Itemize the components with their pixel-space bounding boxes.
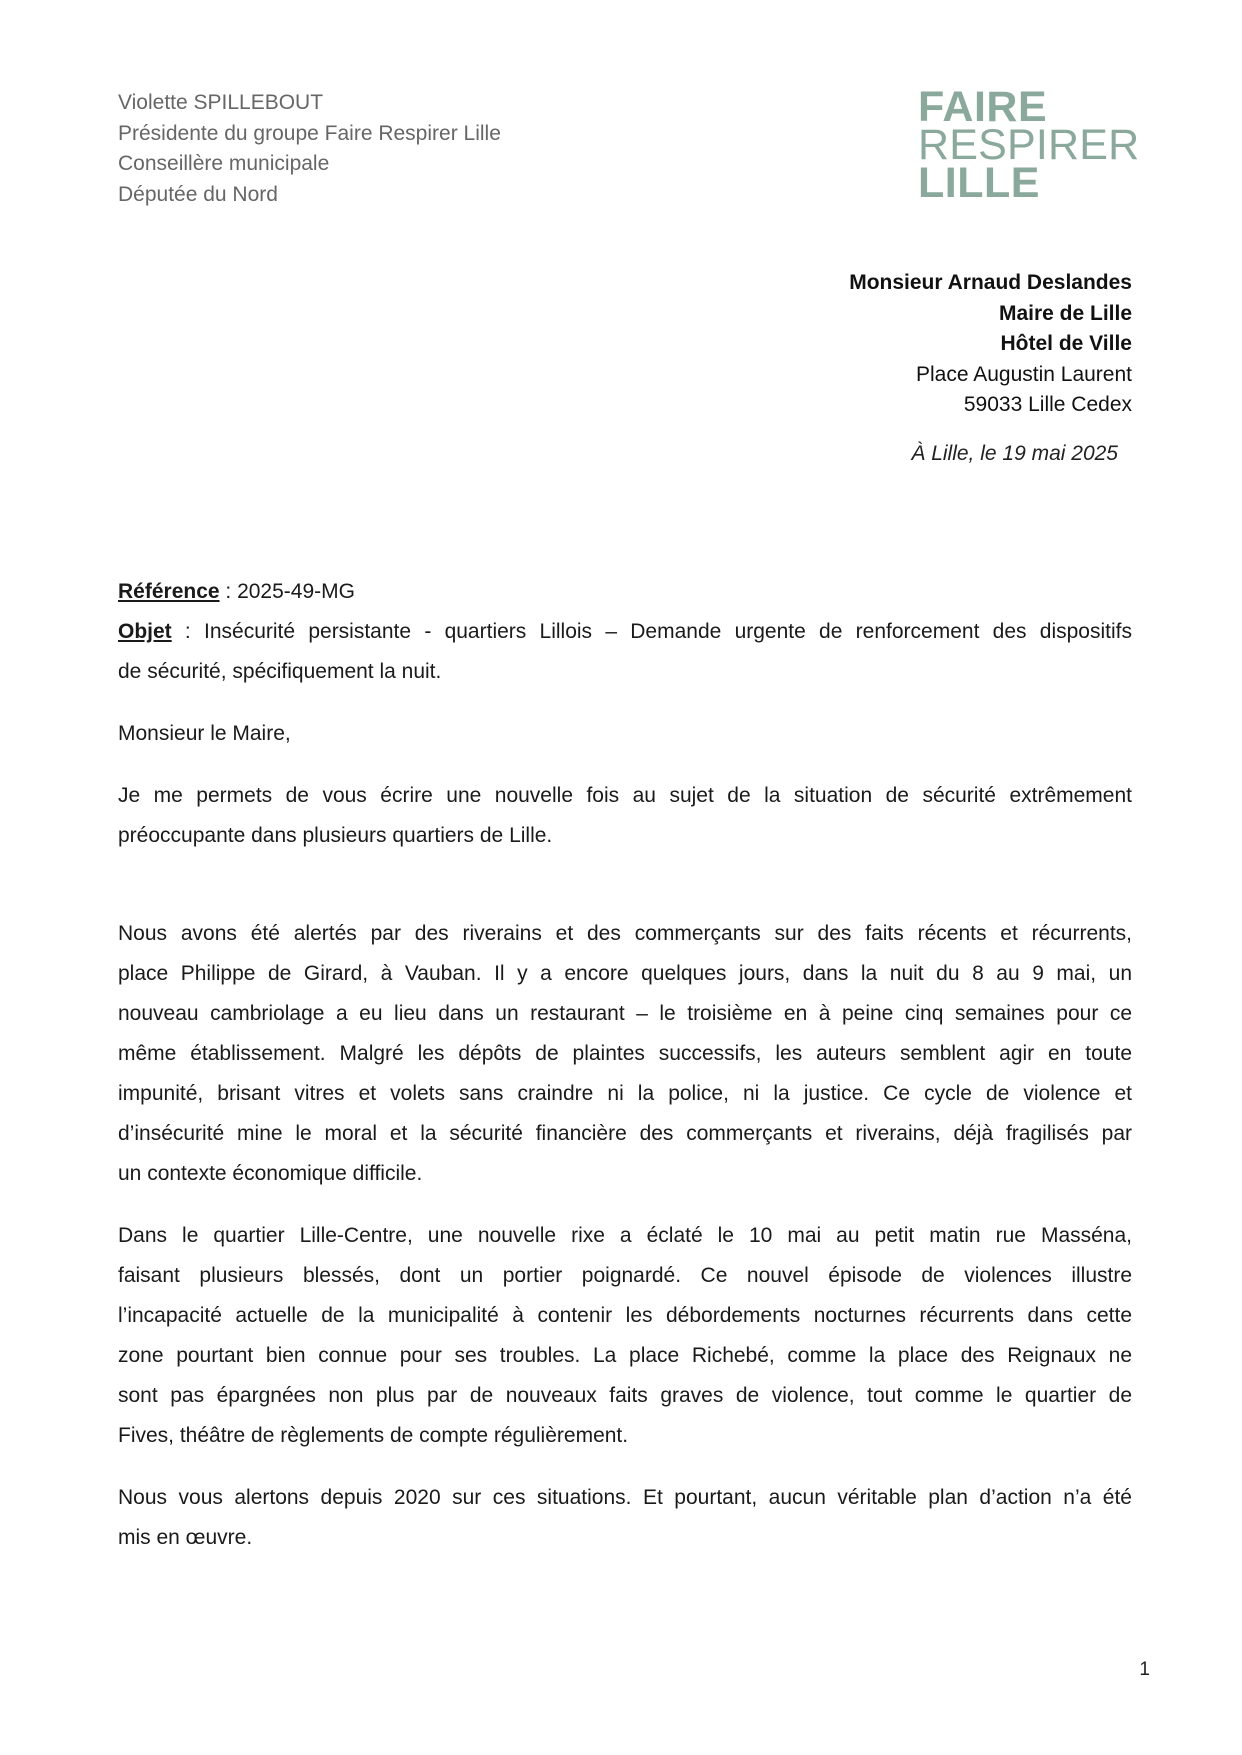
reference-value: : 2025-49-MG: [219, 580, 355, 603]
text-line: Dans le quartier Lille-Centre, une nouvelle rixe a éclaté le 10 mai au petit matin rue Masséna,: [118, 1224, 1132, 1247]
text-line: sont pas épargnées non plus par de nouveaux faits graves de violence, tout comme le quartier de: [118, 1384, 1132, 1407]
text-line: mis en œuvre.: [118, 1526, 253, 1549]
objet-label: Objet: [118, 620, 172, 643]
objet-text: : Insécurité persistante - quartiers Lillois – Demande urgente de renforcement des dispositifs: [171, 620, 1132, 643]
logo-line: RESPIRER: [918, 121, 1140, 169]
paragraph: [118, 1216, 1132, 1456]
text-line: place Philippe de Girard, à Vauban. Il y a encore quelques jours, dans la nuit du 8 au 9 mai, un: [118, 962, 1132, 985]
recipient-street: Place Augustin Laurent: [916, 362, 1132, 386]
text-line: Nous avons été alertés par des riverains et des commerçants sur des faits récents et récurrents,: [118, 922, 1132, 945]
objet-line: [118, 612, 1132, 652]
recipient-city: 59033 Lille Cedex: [963, 393, 1132, 416]
salutation: Monsieur le Maire,: [118, 722, 291, 745]
paragraph: [118, 914, 1132, 1194]
logo-line: LILLE: [918, 159, 1040, 207]
recipient-org: Hôtel de Ville: [1000, 332, 1132, 355]
letter-body: [118, 572, 1132, 1558]
sender-name: Violette SPILLEBOUT: [118, 91, 324, 114]
objet-line: de sécurité, spécifiquement la nuit.: [118, 660, 442, 683]
text-line: l’incapacité actuelle de la municipalité à contenir les débordements nocturnes récurrents dans cette: [118, 1304, 1132, 1327]
sender-title: Conseillère municipale: [118, 152, 330, 175]
recipient-block: [849, 268, 1132, 421]
sender-title: Présidente du groupe Faire Respirer Lille: [118, 121, 501, 145]
sender-title: Députée du Nord: [118, 182, 278, 206]
page-number: 1: [1139, 1659, 1150, 1680]
text-line: Nous vous alertons depuis 2020 sur ces situations. Et pourtant, aucun véritable plan d’action n’a été: [118, 1486, 1132, 1509]
dateline: À Lille, le 19 mai 2025: [911, 442, 1118, 465]
faire-respirer-lille-logo: [918, 83, 1140, 207]
paragraph: [118, 776, 1132, 856]
text-line: d’insécurité mine le moral et la sécurité financière des commerçants et riverains, déjà fragilisés par: [118, 1122, 1132, 1145]
text-line: faisant plusieurs blessés, dont un portier poignardé. Ce nouvel épisode de violences illustre: [118, 1264, 1132, 1287]
reference-label: Référence: [118, 580, 220, 603]
text-line: un contexte économique difficile.: [118, 1162, 423, 1185]
recipient-role: Maire de Lille: [998, 301, 1132, 325]
sender-block: [118, 88, 501, 210]
text-line: zone pourtant bien connue pour ses troubles. La place Richebé, comme la place des Reignaux ne: [118, 1344, 1132, 1367]
text-line: nouveau cambriolage a eu lieu dans un restaurant – le troisième en à peine cinq semaines pour ce: [118, 1002, 1132, 1025]
paragraph: [118, 1478, 1132, 1558]
reference-line: [118, 572, 1132, 612]
text-line: impunité, brisant vitres et volets sans craindre ni la police, ni la justice. Ce cycle de violence et: [118, 1082, 1132, 1105]
text-line: même établissement. Malgré les dépôts de plaintes successifs, les auteurs semblent agir en toute: [118, 1042, 1132, 1065]
text-line: Fives, théâtre de règlements de compte régulièrement.: [118, 1424, 629, 1447]
text-line: Je me permets de vous écrire une nouvelle fois au sujet de la situation de sécurité extrêmement: [118, 784, 1132, 807]
text-line: préoccupante dans plusieurs quartiers de Lille.: [118, 824, 553, 847]
recipient-name: Monsieur Arnaud Deslandes: [849, 271, 1132, 294]
logo-line: FAIRE: [918, 83, 1048, 131]
